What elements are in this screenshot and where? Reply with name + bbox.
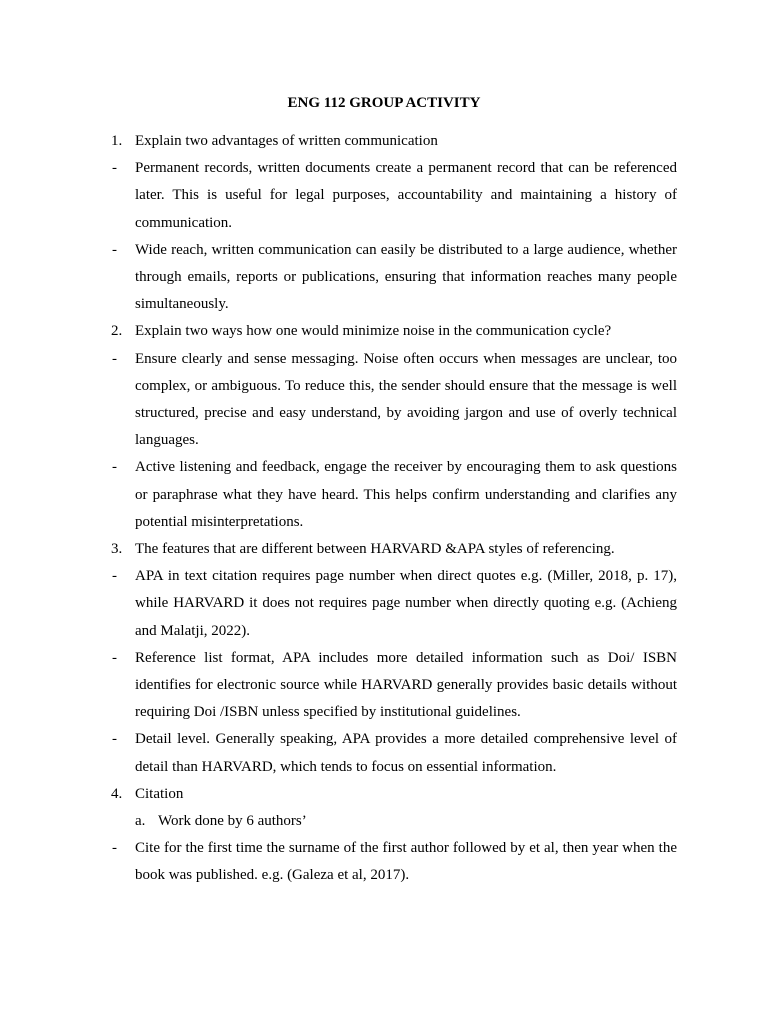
bullet-dash: -	[112, 459, 117, 476]
answer-text: Wide reach, written communication can easily be distributed to a large audience, whether through emails, reports or publications, ensuring that information reaches many people simultaneously.	[135, 241, 677, 313]
question-item	[111, 128, 677, 155]
question-text: Citation	[135, 785, 184, 802]
bullet-dash: -	[112, 568, 117, 585]
answer-text: Detail level. Generally speaking, APA provides a more detailed comprehensive level of detail than HARVARD, which tends to focus on essential information.	[135, 731, 677, 775]
question-text: Explain two advantages of written communication	[135, 133, 438, 149]
question-text: Explain two ways how one would minimize noise in the communication cycle?	[135, 323, 612, 340]
bullet-dash: -	[112, 649, 117, 666]
bullet-dash: -	[112, 241, 117, 258]
list-number: 1.	[111, 133, 123, 149]
document-body	[111, 128, 677, 890]
bullet-dash: -	[112, 350, 117, 367]
answer-item	[111, 346, 677, 455]
question-item	[111, 781, 677, 808]
answer-item	[111, 726, 677, 780]
answer-text: Cite for the first time the surname of the first author followed by et al, then year when the book was published. e.g. (Galeza et al, 2017).	[135, 840, 677, 884]
sub-item-text: Work done by 6 authors’	[158, 813, 307, 830]
answer-item	[111, 645, 677, 727]
list-number: 2.	[111, 323, 123, 340]
sub-item-letter: a.	[135, 813, 146, 830]
answer-item	[111, 563, 677, 645]
bullet-dash: -	[112, 160, 117, 177]
answer-item	[111, 454, 677, 536]
question-text: The features that are different between HARVARD &APA styles of referencing.	[135, 541, 615, 558]
answer-item	[111, 155, 677, 237]
question-item	[111, 318, 677, 345]
bullet-dash: -	[112, 731, 117, 748]
answer-text: Ensure clearly and sense messaging. Noise often occurs when messages are unclear, too complex, or ambiguous. To reduce this, the sender should ensure that the message is well structured, precise and easy understand, by avoiding jargon and use of overly technical languages.	[135, 350, 677, 449]
bullet-dash: -	[112, 840, 117, 857]
sub-item	[111, 808, 677, 835]
list-number: 3.	[111, 541, 123, 558]
document-title: ENG 112 GROUP ACTIVITY	[287, 95, 481, 111]
answer-item	[111, 835, 677, 889]
answer-item	[111, 237, 677, 319]
answer-text: Permanent records, written documents create a permanent record that can be referenced later. This is useful for legal purposes, accountability and maintaining a history of communication.	[135, 160, 677, 231]
answer-text: Reference list format, APA includes more detailed information such as Doi/ ISBN identifies for electronic source while HARVARD generally provides basic details without requiring Doi /ISBN unless specified by institutional guidelines.	[135, 649, 677, 721]
question-item	[111, 536, 677, 563]
list-number: 4.	[111, 785, 123, 802]
answer-text: APA in text citation requires page number when direct quotes e.g. (Miller, 2018, p. 17), while HARVARD it does not requires page number when directly quoting e.g. (Achieng and Malatji, 2022).	[135, 568, 677, 639]
answer-text: Active listening and feedback, engage the receiver by encouraging them to ask questions or paraphrase what they have heard. This helps confirm understanding and clarifies any potential misinterpretations.	[135, 459, 677, 530]
